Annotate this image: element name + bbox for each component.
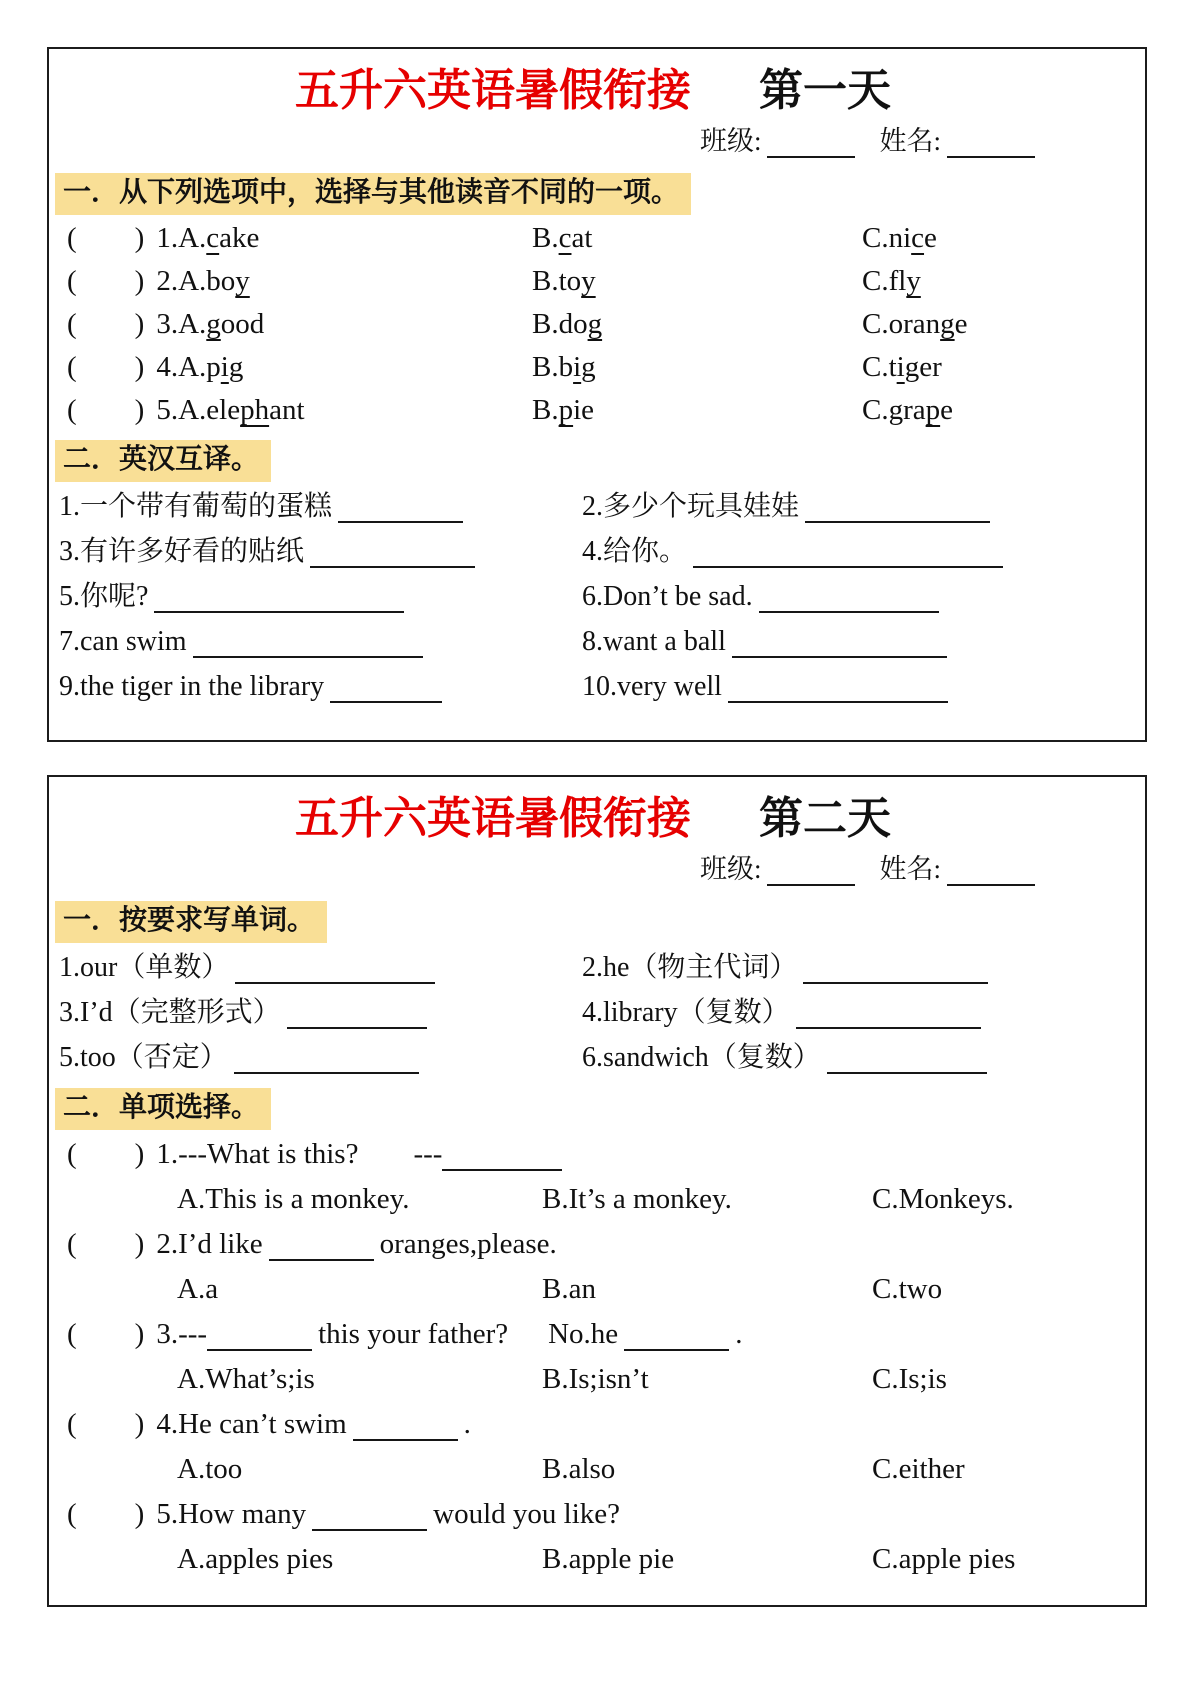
answer-blank — [796, 1027, 981, 1029]
name-label: 姓名: — [879, 854, 941, 884]
question-text: would you like? — [433, 1498, 621, 1530]
day1-day-label: 第一天 — [759, 66, 891, 115]
underlined-letter: c — [911, 222, 925, 254]
answer-blank — [693, 566, 1003, 568]
answer-blank — [732, 656, 947, 658]
question-number: 1. — [156, 222, 179, 254]
answer-blank — [353, 1439, 458, 1441]
answer-blank — [287, 1027, 427, 1029]
underlined-letter: p — [558, 394, 574, 426]
answer-paren: ( ) — [67, 1138, 145, 1170]
day1-class-name-row — [59, 121, 1127, 161]
option-b: B.It’s a monkey. — [542, 1183, 732, 1215]
word-part: to — [558, 265, 582, 297]
answer-blank — [759, 611, 939, 613]
word-item-3 — [59, 990, 582, 1035]
phonics-2-c — [862, 260, 1127, 303]
translation-item-7 — [59, 619, 582, 664]
item-text: 5.你呢? — [59, 581, 149, 612]
phonics-row-5 — [67, 389, 1127, 432]
item-text: 10.very well — [582, 671, 722, 702]
underlined-letter: g — [940, 308, 955, 340]
name-blank — [947, 884, 1035, 886]
answer-blank — [827, 1072, 987, 1074]
phonics-1-c — [862, 217, 1127, 260]
question-text: 4.He can’t swim — [156, 1408, 347, 1440]
item-text: 5.too（否定） — [59, 1042, 228, 1073]
mc-options-4 — [59, 1447, 1127, 1492]
mc-question-1 — [67, 1132, 1127, 1177]
answer-blank — [310, 566, 475, 568]
phonics-2-a — [67, 260, 532, 303]
answer-blank — [312, 1529, 427, 1531]
item-text: 4.给你。 — [582, 536, 688, 567]
question-text: this your father? — [318, 1318, 509, 1350]
word-part: ake — [219, 222, 260, 254]
day2-card — [47, 775, 1147, 1607]
question-text: --- — [413, 1138, 443, 1170]
option-a: A.apples pies — [177, 1543, 334, 1575]
answer-blank — [728, 701, 948, 703]
underlined-letter: g — [587, 308, 603, 340]
underlined-letter: i — [896, 351, 905, 383]
word-item-5 — [59, 1035, 582, 1080]
phonics-row-1 — [67, 217, 1127, 260]
word-part: e — [954, 308, 968, 340]
option-label: B. — [532, 308, 559, 340]
option-label: B. — [532, 265, 559, 297]
word-part: ni — [888, 222, 912, 254]
option-c: C.Is;is — [872, 1363, 947, 1395]
word-part: p — [206, 351, 221, 383]
option-label: B. — [532, 351, 559, 383]
word-item-4 — [582, 990, 1127, 1035]
item-text: 8.want a ball — [582, 626, 726, 657]
option-label: B. — [532, 394, 559, 426]
phonics-5-a — [67, 389, 532, 432]
class-blank — [767, 156, 855, 158]
answer-blank — [803, 982, 988, 984]
option-a: A.What’s;is — [177, 1363, 315, 1395]
phonics-row-2 — [67, 260, 1127, 303]
answer-blank — [330, 701, 442, 703]
item-text: 6.Don’t be sad. — [582, 581, 753, 612]
word-part: oran — [888, 308, 941, 340]
mc-options-2 — [59, 1267, 1127, 1312]
translation-item-5 — [59, 574, 582, 619]
answer-blank — [193, 656, 423, 658]
answer-blank — [154, 611, 404, 613]
option-label: A. — [178, 351, 207, 383]
phonics-4-a — [67, 346, 532, 389]
day2-title: 五升六英语暑假衔接 — [295, 794, 691, 843]
answer-paren: ( ) — [67, 351, 145, 383]
word-part: b — [558, 351, 574, 383]
word-part: at — [571, 222, 593, 254]
option-label: A. — [178, 394, 207, 426]
answer-blank — [207, 1349, 312, 1351]
item-text: 1.our（单数） — [59, 952, 230, 983]
phonics-5-c — [862, 389, 1127, 432]
question-text: 3.--- — [156, 1318, 208, 1350]
option-label: A. — [178, 222, 207, 254]
option-label: C. — [862, 222, 889, 254]
word-form-list — [59, 945, 1127, 1080]
item-text: 3.I’d（完整形式） — [59, 997, 281, 1028]
underlined-letter: y — [235, 265, 250, 297]
underlined-letter: c — [206, 222, 220, 254]
day1-title-row — [59, 63, 1127, 119]
translation-item-10 — [582, 664, 1127, 709]
day2-section2-header: 二．单项选择。 — [55, 1088, 271, 1130]
word-part: ger — [904, 351, 942, 383]
mc-question-4 — [67, 1402, 1127, 1447]
underlined-letter: i — [220, 351, 229, 383]
underlined-letter: g — [206, 308, 221, 340]
question-number: 5. — [156, 394, 179, 426]
phonics-4-c — [862, 346, 1127, 389]
phonics-1-b — [532, 217, 862, 260]
underlined-letter: i — [573, 351, 582, 383]
option-label: C. — [862, 265, 889, 297]
phonics-3-a — [67, 303, 532, 346]
translation-item-9 — [59, 664, 582, 709]
word-item-6 — [582, 1035, 1127, 1080]
day1-section1-header: 一．从下列选项中，选择与其他读音不同的一项。 — [55, 173, 691, 215]
option-a: A.This is a monkey. — [177, 1183, 410, 1215]
translation-item-6 — [582, 574, 1127, 619]
class-blank — [767, 884, 855, 886]
option-b: B.an — [542, 1273, 596, 1305]
answer-paren: ( ) — [67, 308, 145, 340]
word-part: ie — [573, 394, 595, 426]
question-number: 4. — [156, 351, 179, 383]
item-text: 9.the tiger in the library — [59, 671, 325, 702]
word-part: t — [888, 351, 897, 383]
mc-question-2 — [67, 1222, 1127, 1267]
answer-blank — [234, 1072, 419, 1074]
phonics-4-b — [532, 346, 862, 389]
item-text: 2.he（物主代词） — [582, 952, 798, 983]
option-c: C.either — [872, 1453, 965, 1485]
option-b: B.also — [542, 1453, 616, 1485]
name-label: 姓名: — [879, 126, 941, 156]
translation-item-8 — [582, 619, 1127, 664]
answer-paren: ( ) — [67, 394, 145, 426]
mc-options-5 — [59, 1537, 1127, 1582]
mc-options-3 — [59, 1357, 1127, 1402]
translation-list — [59, 484, 1127, 709]
answer-blank — [624, 1349, 729, 1351]
answer-paren: ( ) — [67, 1228, 145, 1260]
question-text: oranges,please. — [379, 1228, 557, 1260]
underlined-letter: c — [558, 222, 572, 254]
word-part: g — [581, 351, 596, 383]
word-part: do — [558, 308, 588, 340]
option-label: C. — [862, 351, 889, 383]
answer-blank — [805, 521, 990, 523]
answer-paren: ( ) — [67, 1498, 145, 1530]
option-label: A. — [178, 265, 207, 297]
word-part: fl — [888, 265, 907, 297]
answer-paren: ( ) — [67, 265, 145, 297]
phonics-5-b — [532, 389, 862, 432]
option-b: B.apple pie — [542, 1543, 675, 1575]
underlined-letter: p — [925, 394, 941, 426]
mc-options-1 — [59, 1177, 1127, 1222]
word-part: bo — [206, 265, 236, 297]
word-part: ood — [220, 308, 265, 340]
word-item-2 — [582, 945, 1127, 990]
underlined-letter: ph — [240, 394, 270, 426]
option-label: B. — [532, 222, 559, 254]
answer-paren: ( ) — [67, 222, 145, 254]
question-text: . — [463, 1408, 471, 1440]
item-text: 1.一个带有葡萄的蛋糕 — [59, 491, 333, 522]
translation-item-2 — [582, 484, 1127, 529]
option-c: C.two — [872, 1273, 943, 1305]
question-number: 3. — [156, 308, 179, 340]
option-a: A.too — [177, 1453, 243, 1485]
word-item-1 — [59, 945, 582, 990]
word-part: gra — [888, 394, 926, 426]
answer-blank — [235, 982, 435, 984]
day2-title-row — [59, 791, 1127, 847]
name-blank — [947, 156, 1035, 158]
word-part: e — [940, 394, 953, 426]
translation-item-1 — [59, 484, 582, 529]
option-a: A.a — [177, 1273, 219, 1305]
phonics-2-b — [532, 260, 862, 303]
class-label: 班级: — [699, 854, 762, 884]
day1-section2-header: 二．英汉互译。 — [55, 440, 271, 482]
answer-blank — [338, 521, 463, 523]
question-text: 1.---What is this? — [156, 1138, 359, 1170]
question-text: 2.I’d like — [156, 1228, 263, 1260]
item-text: 7.can swim — [59, 626, 187, 657]
answer-paren: ( ) — [67, 1408, 145, 1440]
answer-blank — [269, 1259, 374, 1261]
item-text: 6.sandwich（复数） — [582, 1042, 821, 1073]
option-label: C. — [862, 308, 889, 340]
word-part: ele — [206, 394, 241, 426]
word-part: e — [924, 222, 937, 254]
question-text: 5.How many — [156, 1498, 307, 1530]
phonics-3-c — [862, 303, 1127, 346]
option-label: A. — [178, 308, 207, 340]
word-part: ant — [269, 394, 305, 426]
mc-question-5 — [67, 1492, 1127, 1537]
underlined-letter: y — [581, 265, 596, 297]
phonics-row-3 — [67, 303, 1127, 346]
day1-card — [47, 47, 1147, 742]
underlined-letter: y — [906, 265, 921, 297]
question-number: 2. — [156, 265, 179, 297]
day2-section1-header: 一．按要求写单词。 — [55, 901, 327, 943]
word-part: g — [228, 351, 244, 383]
class-label: 班级: — [699, 126, 762, 156]
option-b: B.Is;isn’t — [542, 1363, 649, 1395]
day2-day-label: 第二天 — [759, 794, 891, 843]
translation-item-4 — [582, 529, 1127, 574]
answer-paren: ( ) — [67, 1318, 145, 1350]
answer-blank — [442, 1169, 562, 1171]
option-label: C. — [862, 394, 889, 426]
translation-item-3 — [59, 529, 582, 574]
phonics-3-b — [532, 303, 862, 346]
day1-title: 五升六英语暑假衔接 — [295, 66, 691, 115]
option-c: C.Monkeys. — [872, 1183, 1014, 1215]
question-text: No.he — [548, 1318, 619, 1350]
day2-class-name-row — [59, 849, 1127, 889]
item-text: 4.library（复数） — [582, 997, 790, 1028]
phonics-row-4 — [67, 346, 1127, 389]
question-text: . — [735, 1318, 743, 1350]
option-c: C.apple pies — [872, 1543, 1016, 1575]
item-text: 3.有许多好看的贴纸 — [59, 536, 305, 567]
item-text: 2.多少个玩具娃娃 — [582, 491, 800, 522]
mc-question-3 — [67, 1312, 1127, 1357]
phonics-1-a — [67, 217, 532, 260]
